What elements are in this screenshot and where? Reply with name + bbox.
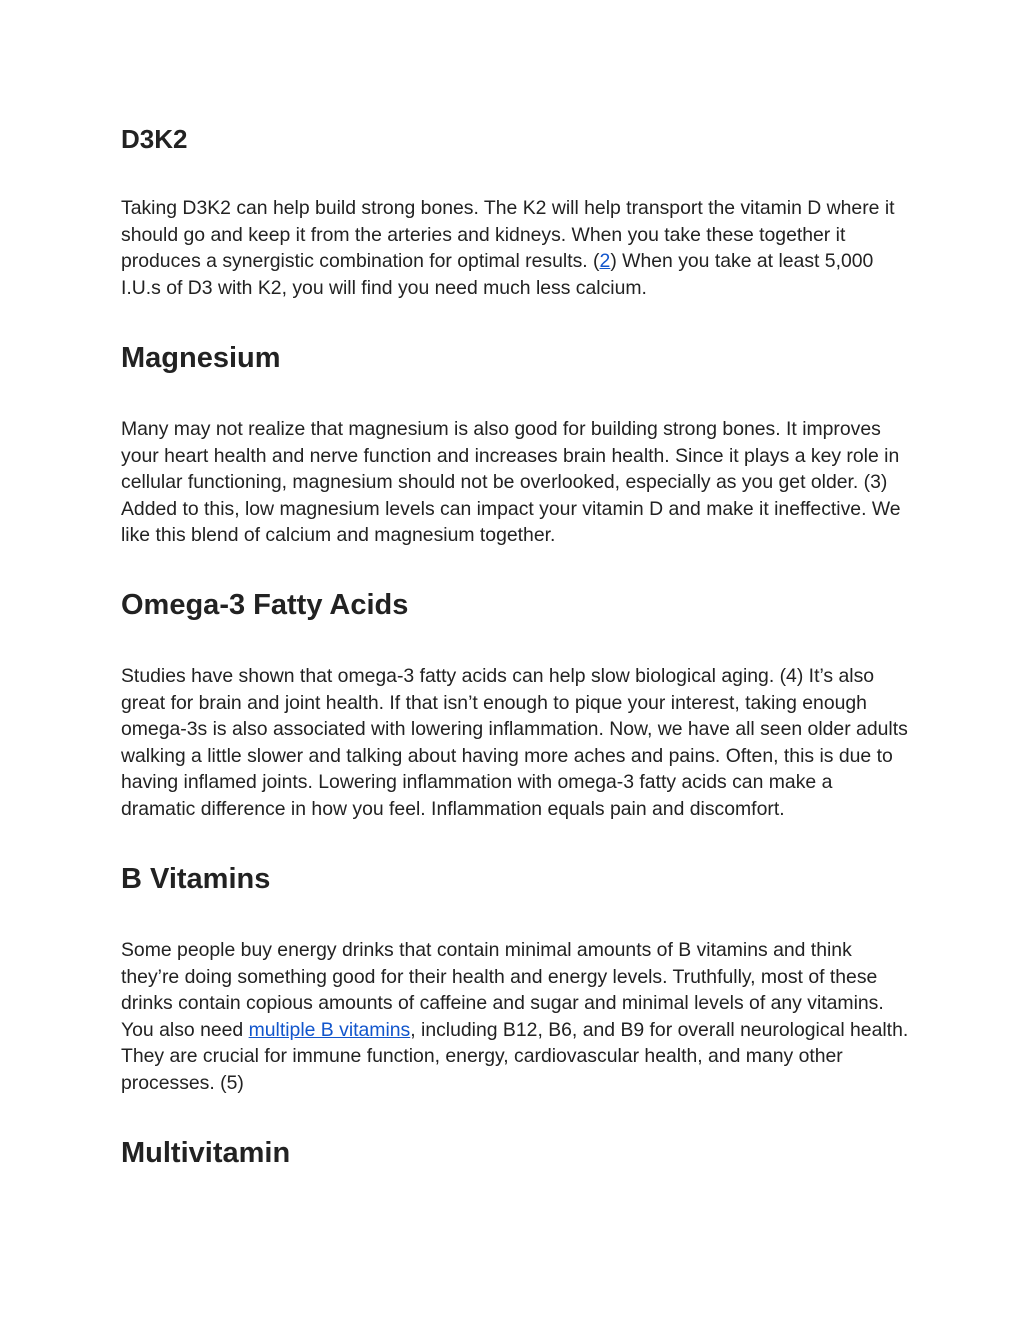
paragraph-d3k2-text-end: ) When you take at least 5,000 I.U.s of D3 with K2, you will find you need much less calcium. [121,250,874,299]
paragraph-b-vitamins-text-end: , including B12, B6, and B9 for overall neurological health. They are crucial for immune function, energy, cardiovascular health, and many other processes. (5) [121,1018,909,1094]
paragraph-magnesium: Many may not realize that magnesium is also good for building strong bones. It improves your heart health and nerve function and increases brain health. Since it plays a key role in cellular functioning, magnesium should not be overlooked, especially as you get older. (3) Added to this, low magnesium levels can impact your vitamin D and make it ineffective. We like this blend of calcium and magnesium together. [121,418,901,546]
heading-omega-3: Omega-3 Fatty Acids [121,589,409,621]
multiple-b-vitamins-link[interactable]: multiple B vitamins [248,1018,411,1041]
heading-d3k2: D3K2 [121,124,188,154]
paragraph-omega-3: Studies have shown that omega-3 fatty acids can help slow biological aging. (4) It’s also great for brain and joint health. If that isn’t enough to pique your interest, taking enough omega-3s is also associated with lowering inflammation. Now, we have all seen older adults walking a little slower and talking about having more aches and pains. Often, this is due to having inflamed joints. Lowering inflammation with omega-3 fatty acids can make a dramatic difference in how you feel. Inflammation equals pain and discomfort. [121,665,908,820]
paragraph-b-vitamins-text-start: Some people buy energy drinks that contain minimal amounts of B vitamins and think they’re doing something good for their health and energy levels. Truthfully, most of these drinks contain copious amounts of caffeine and sugar and minimal levels of any vitamins. You also need [121,939,884,1041]
paragraph-b-vitamins [121,937,911,1096]
heading-multivitamin: Multivitamin [121,1137,291,1169]
paragraph-d3k2 [121,195,911,301]
citation-link-2[interactable]: 2 [599,250,611,272]
paragraph-d3k2-text-start: Taking D3K2 can help build strong bones. The K2 will help transport the vitamin D where it should go and keep it from the arteries and kidneys. When you take these together it produces a synergistic combination for optimal results. ( [121,197,895,272]
heading-magnesium: Magnesium [121,342,281,374]
heading-b-vitamins: B Vitamins [121,863,271,895]
